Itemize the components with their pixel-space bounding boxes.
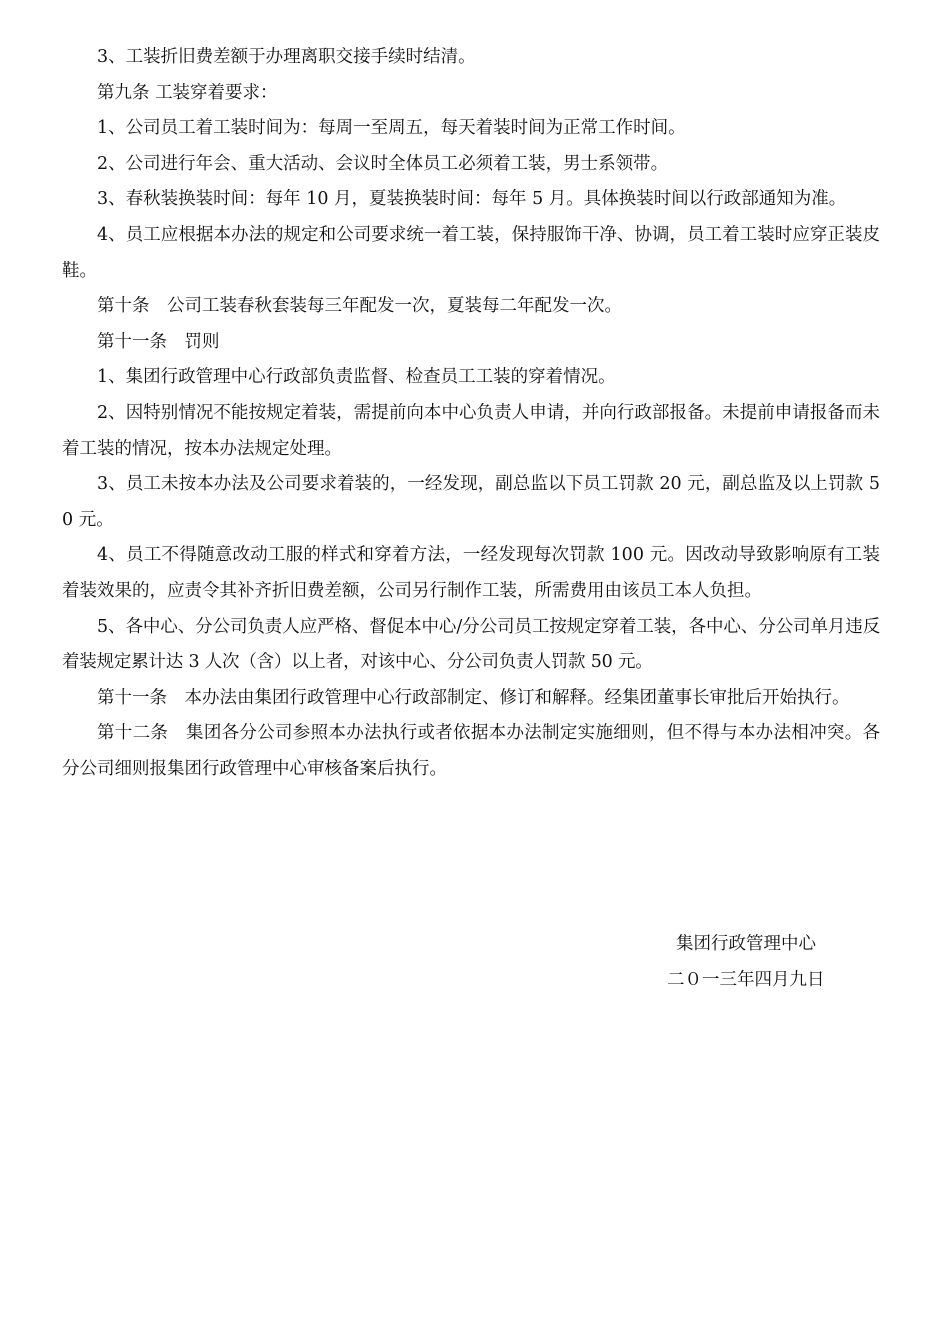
paragraph-work-hours: 1、公司员工着工装时间为：每周一至周五，每天着装时间为正常工作时间。	[97, 118, 686, 139]
paragraph-penalty-managers: 5、各中心、分公司负责人应严格、督促本中心/分公司员工按规定穿着工装，各中心、分公司单月违反着装规定累计达 3 人次（含）以上者，对该中心、分公司负责人罚款 50 元。	[62, 616, 880, 673]
article-11-interpretation: 第十一条 本办法由集团行政管理中心行政部制定、修订和解释。经集团董事长审批后开始执行。	[97, 687, 850, 708]
article-9-heading: 第九条 工装穿着要求：	[97, 82, 278, 103]
paragraph-exception: 2、因特别情况不能按规定着装，需提前向本中心负责人申请，并向行政部报备。未提前申请报备而未着工装的情况，按本办法规定处理。	[62, 402, 880, 459]
article-11-heading: 第十一条 罚则	[97, 331, 220, 352]
paragraph-season-change: 3、春秋装换装时间：每年 10 月，夏装换装时间：每年 5 月。具体换装时间以行政部通知为准。	[97, 189, 847, 210]
paragraph-settlement: 3、工装折旧费差额于办理离职交接手续时结清。	[97, 47, 476, 67]
signature-organization: 集团行政管理中心	[676, 934, 816, 954]
article-12: 第十二条 集团各分公司参照本办法执行或者依据本办法制定实施细则，但不得与本办法相冲突。各分公司细则报集团行政管理中心审核备案后执行。	[62, 723, 880, 779]
document-body	[62, 40, 880, 787]
paragraph-supervision: 1、集团行政管理中心行政部负责监督、检查员工工装的穿着情况。	[97, 367, 616, 388]
paragraph-penalty-modification: 4、员工不得随意改动工服的样式和穿着方法，一经发现每次罚款 100 元。因改动导致影响原有工装着装效果的，应责令其补齐折旧费差额，公司另行制作工装，所需费用由该员工本人负担。	[62, 545, 880, 601]
signature-date: 二０一三年四月九日	[667, 969, 825, 990]
article-10: 第十条 公司工装春秋套装每三年配发一次，夏装每二年配发一次。	[97, 296, 622, 317]
paragraph-events: 2、公司进行年会、重大活动、会议时全体员工必须着工装，男士系领带。	[97, 153, 669, 174]
paragraph-penalty-dress: 3、员工未按本办法及公司要求着装的，一经发现，副总监以下员工罚款 20 元，副总监及以上罚款 50 元。	[62, 474, 880, 530]
paragraph-uniform-rules: 4、员工应根据本办法的规定和公司要求统一着工装，保持服饰干净、协调，员工着工装时应穿正装皮鞋。	[62, 224, 880, 281]
